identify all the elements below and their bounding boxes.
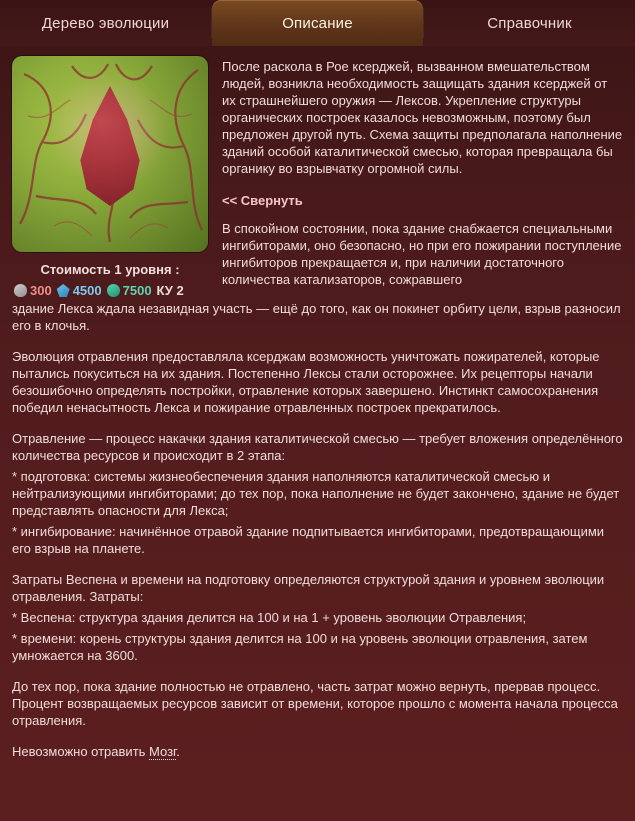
cost-title: Стоимость 1 уровня : [40, 262, 180, 277]
unit-info-column [12, 56, 208, 300]
crystal-icon [57, 284, 70, 297]
tab-evolution-tree[interactable] [0, 0, 211, 46]
cost-deuterium [107, 283, 152, 298]
description-footer-prefix: Невозможно отравить [12, 744, 150, 759]
description-bullet-4: * времени: корень структуры здания делится на 100 и на уровень эволюции отравления, затем умножается на 3600. [12, 631, 588, 663]
tab-label: Справочник [487, 14, 572, 32]
cost-energy-value: КУ 2 [156, 283, 184, 298]
description-column [222, 56, 623, 300]
description-paragraph-continue: здание Лекса ждала незавидная участь — ещё до того, как он покинет орбиту цели, взрыв разносил его в клочья. [12, 301, 621, 333]
description-paragraph-3: Отравление — процесс накачки здания каталитической смесью — требует вложения определённого количества ресурсов и происходит в 2 этапа: [12, 431, 623, 463]
cost-crystal [57, 283, 102, 298]
metal-icon [14, 284, 27, 297]
description-paragraph-5: До тех пор, пока здание полностью не отравлено, часть затрат можно вернуть, прервав процесс. Процент возвращаемых ресурсов зависит от времени, которое прошло с момента начала процесса отравления. [12, 679, 618, 728]
cost-crystal-value: 4500 [72, 283, 102, 298]
description-panel [0, 46, 635, 300]
cost-metal-value: 300 [30, 283, 52, 298]
cost-energy [157, 283, 184, 298]
description-paragraph-4: Затраты Веспена и времени на подготовку определяются структурой здания и уровнем эволюции отравления. Затраты: [12, 572, 605, 604]
description-bullet-1: * подготовка: системы жизнеобеспечения здания наполняются каталитической смесью и нейтрализующими ингибиторами; до тех пор, пока наполнение не будет закончено, здание не будет представлять опасности для Лекса; [12, 469, 620, 518]
tab-reference[interactable] [424, 0, 635, 46]
deuterium-icon [107, 284, 120, 297]
description-footer-term[interactable]: Мозг [149, 744, 177, 759]
cost-metal [14, 283, 52, 298]
description-paragraph-right: В спокойном состоянии, пока здание снабжается специальными ингибиторами, оно безопасно, но при его пожирании поступление ингибиторов прекращается и, при наличии достаточного количества катализаторов, сожравшего [222, 221, 622, 287]
description-top-row [12, 56, 623, 300]
description-bullet-3: * Веспена: структура здания делится на 100 и на 1 + уровень эволюции Отравления; [12, 610, 527, 625]
cost-row [12, 283, 208, 298]
description-paragraph-2: Эволюция отравления предоставляла ксерджам возможность уничтожать пожирателей, которые пытались покуситься на их здания. Постепенно Лексы стали осторожнее. Их рецепторы начали безошибочно определять постройки, отравление которых завершено. Инстинкт самосохранения победил ненасытность Лекса и пожирание отравленных построек прекратилось. [12, 349, 600, 415]
tab-label: Дерево эволюции [41, 14, 170, 32]
description-footer-suffix: . [176, 744, 180, 759]
collapse-link[interactable]: << Свернуть [222, 193, 303, 208]
poison-illustration [12, 56, 208, 252]
description-body [0, 300, 635, 788]
cost-deuterium-value: 7500 [122, 283, 152, 298]
description-bullet-2: * ингибирование: начинённое отравой здание подпитывается ингибиторами, предотвращающими его взрыв на планете. [12, 524, 605, 556]
tab-label: Описание [282, 14, 353, 32]
tab-bar [0, 0, 635, 46]
description-intro: После раскола в Рое ксерджей, вызванном вмешательством людей, возникла необходимость защищать здания ксерджей от их страшнейшего оружия — Лексов. Укрепление структуры органических построек казалось невозможным, поэтому был предложен другой путь. Схема защиты предполагала наполнение зданий особой каталитической смесью, которая превращала бы органику во взрывчатку огромной силы. [222, 59, 623, 176]
tab-description[interactable] [212, 0, 423, 46]
description-footer [12, 743, 623, 760]
